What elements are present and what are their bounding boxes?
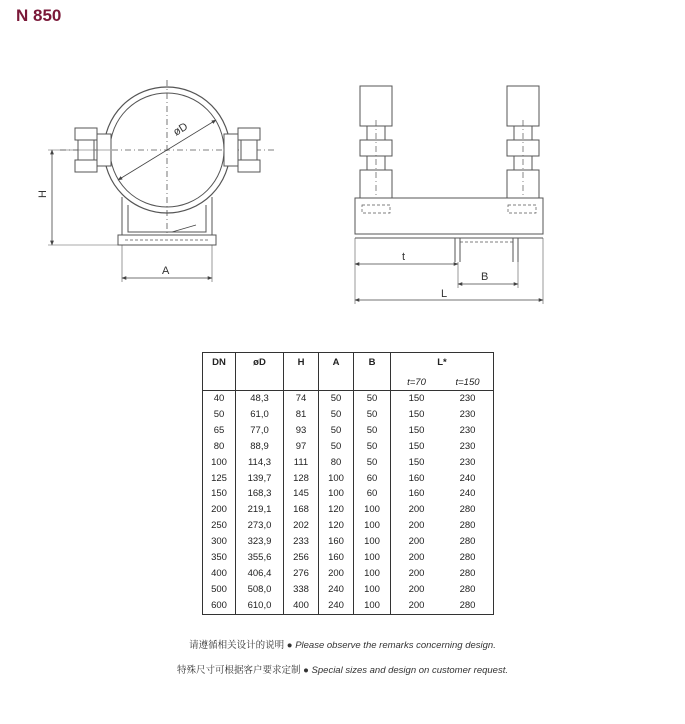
table-row [203, 582, 494, 598]
table-cell: 50 [354, 439, 391, 455]
table-cell: 77,0 [236, 423, 284, 439]
header-l: L* [391, 353, 494, 376]
table-body [203, 391, 494, 615]
note-remarks-en: Please observe the remarks concerning design. [295, 640, 496, 651]
table-cell: 50 [354, 407, 391, 423]
table-cell: 168,3 [236, 486, 284, 502]
l-label: L [441, 288, 448, 300]
table-cell: 65 [203, 423, 236, 439]
header-od: øD [236, 353, 284, 391]
table-cell: 160 [319, 534, 354, 550]
table-cell: 48,3 [236, 391, 284, 407]
note-special-sizes [0, 662, 685, 676]
note-remarks-cn: 请遵循相关设计的说明 [189, 640, 285, 651]
table-cell: 600 [203, 598, 236, 614]
table-cell: 200 [391, 502, 443, 518]
table-cell: 150 [391, 391, 443, 407]
table-cell: 280 [442, 566, 494, 582]
table-cell: 150 [391, 455, 443, 471]
table-cell: 200 [391, 566, 443, 582]
table-cell: 100 [319, 486, 354, 502]
subheader-t150: t=150 [442, 375, 494, 391]
table-cell: 160 [391, 471, 443, 487]
page-title: N 850 [16, 6, 62, 25]
table-cell: 200 [391, 518, 443, 534]
table-row [203, 502, 494, 518]
table-row [203, 407, 494, 423]
table-cell: 230 [442, 423, 494, 439]
table-cell: 200 [319, 566, 354, 582]
table-cell: 145 [284, 486, 319, 502]
table-cell: 230 [442, 407, 494, 423]
table-row [203, 439, 494, 455]
header-b: B [354, 353, 391, 391]
table-cell: 74 [284, 391, 319, 407]
table-cell: 50 [319, 423, 354, 439]
table-cell: 280 [442, 502, 494, 518]
table-cell: 150 [203, 486, 236, 502]
table-cell: 240 [319, 598, 354, 614]
note-special-en: Special sizes and design on customer request. [311, 665, 508, 676]
table-cell: 100 [354, 598, 391, 614]
table-cell: 50 [354, 423, 391, 439]
table-cell: 114,3 [236, 455, 284, 471]
table-row [203, 391, 494, 407]
table-cell: 202 [284, 518, 319, 534]
table-row [203, 518, 494, 534]
note-remarks [0, 637, 685, 651]
table-cell: 160 [319, 550, 354, 566]
table-cell: 250 [203, 518, 236, 534]
diameter-label: øD [171, 120, 191, 139]
table-cell: 50 [203, 407, 236, 423]
table-row [203, 598, 494, 614]
table-row [203, 534, 494, 550]
height-label: H [37, 190, 49, 198]
width-a-label: A [162, 265, 170, 277]
table-cell: 323,9 [236, 534, 284, 550]
table-cell: 200 [391, 582, 443, 598]
table-cell: 200 [203, 502, 236, 518]
table-cell: 61,0 [236, 407, 284, 423]
table-row [203, 566, 494, 582]
table-cell: 100 [354, 518, 391, 534]
table-cell: 280 [442, 518, 494, 534]
table-row [203, 455, 494, 471]
table-cell: 280 [442, 534, 494, 550]
table-cell: 100 [203, 455, 236, 471]
table-cell: 338 [284, 582, 319, 598]
table-cell: 508,0 [236, 582, 284, 598]
table-cell: 50 [319, 439, 354, 455]
table-cell: 200 [391, 534, 443, 550]
header-a: A [319, 353, 354, 391]
table-cell: 240 [442, 486, 494, 502]
table-cell: 276 [284, 566, 319, 582]
header-dn: DN [203, 353, 236, 391]
table-cell: 100 [354, 502, 391, 518]
table-cell: 273,0 [236, 518, 284, 534]
table-cell: 150 [391, 423, 443, 439]
table-cell: 150 [391, 407, 443, 423]
table-cell: 168 [284, 502, 319, 518]
side-view [355, 86, 543, 304]
table-cell: 400 [203, 566, 236, 582]
table-cell: 300 [203, 534, 236, 550]
b-label: B [481, 271, 489, 283]
table-cell: 230 [442, 439, 494, 455]
table-cell: 100 [354, 566, 391, 582]
note-special-cn: 特殊尺寸可根据客户要求定制 [177, 665, 301, 676]
table-cell: 280 [442, 550, 494, 566]
table-cell: 100 [354, 550, 391, 566]
table-cell: 88,9 [236, 439, 284, 455]
table-cell: 350 [203, 550, 236, 566]
table-cell: 400 [284, 598, 319, 614]
table-cell: 240 [442, 471, 494, 487]
table-row [203, 486, 494, 502]
table-cell: 230 [442, 455, 494, 471]
table-cell: 200 [391, 550, 443, 566]
table-cell: 80 [203, 439, 236, 455]
table-cell: 610,0 [236, 598, 284, 614]
table-row [203, 471, 494, 487]
table-cell: 280 [442, 582, 494, 598]
table-cell: 50 [319, 407, 354, 423]
table-cell: 81 [284, 407, 319, 423]
bullet-icon: ● [286, 640, 293, 651]
table-cell: 240 [319, 582, 354, 598]
table-cell: 256 [284, 550, 319, 566]
bullet-icon: ● [303, 665, 309, 676]
table-cell: 80 [319, 455, 354, 471]
table-cell: 100 [354, 534, 391, 550]
table-cell: 50 [319, 391, 354, 407]
table-row [203, 423, 494, 439]
table-cell: 139,7 [236, 471, 284, 487]
table-cell: 160 [391, 486, 443, 502]
table-cell: 120 [319, 518, 354, 534]
table-cell: 500 [203, 582, 236, 598]
technical-drawing [0, 0, 685, 330]
table-cell: 120 [319, 502, 354, 518]
table-cell: 128 [284, 471, 319, 487]
header-h: H [284, 353, 319, 391]
table-row [203, 550, 494, 566]
table-cell: 219,1 [236, 502, 284, 518]
front-view [48, 80, 275, 282]
table-cell: 233 [284, 534, 319, 550]
table-cell: 97 [284, 439, 319, 455]
table-cell: 60 [354, 471, 391, 487]
t-label: t [402, 251, 406, 263]
table-cell: 355,6 [236, 550, 284, 566]
table-cell: 50 [354, 455, 391, 471]
table-cell: 50 [354, 391, 391, 407]
table-cell: 93 [284, 423, 319, 439]
table-cell: 406,4 [236, 566, 284, 582]
table-cell: 111 [284, 455, 319, 471]
table-cell: 60 [354, 486, 391, 502]
table-cell: 40 [203, 391, 236, 407]
table-cell: 200 [391, 598, 443, 614]
table-cell: 100 [319, 471, 354, 487]
table-cell: 280 [442, 598, 494, 614]
table-cell: 100 [354, 582, 391, 598]
table-cell: 230 [442, 391, 494, 407]
table-cell: 125 [203, 471, 236, 487]
subheader-t70: t=70 [391, 375, 443, 391]
table-cell: 150 [391, 439, 443, 455]
dimension-table [202, 352, 494, 615]
